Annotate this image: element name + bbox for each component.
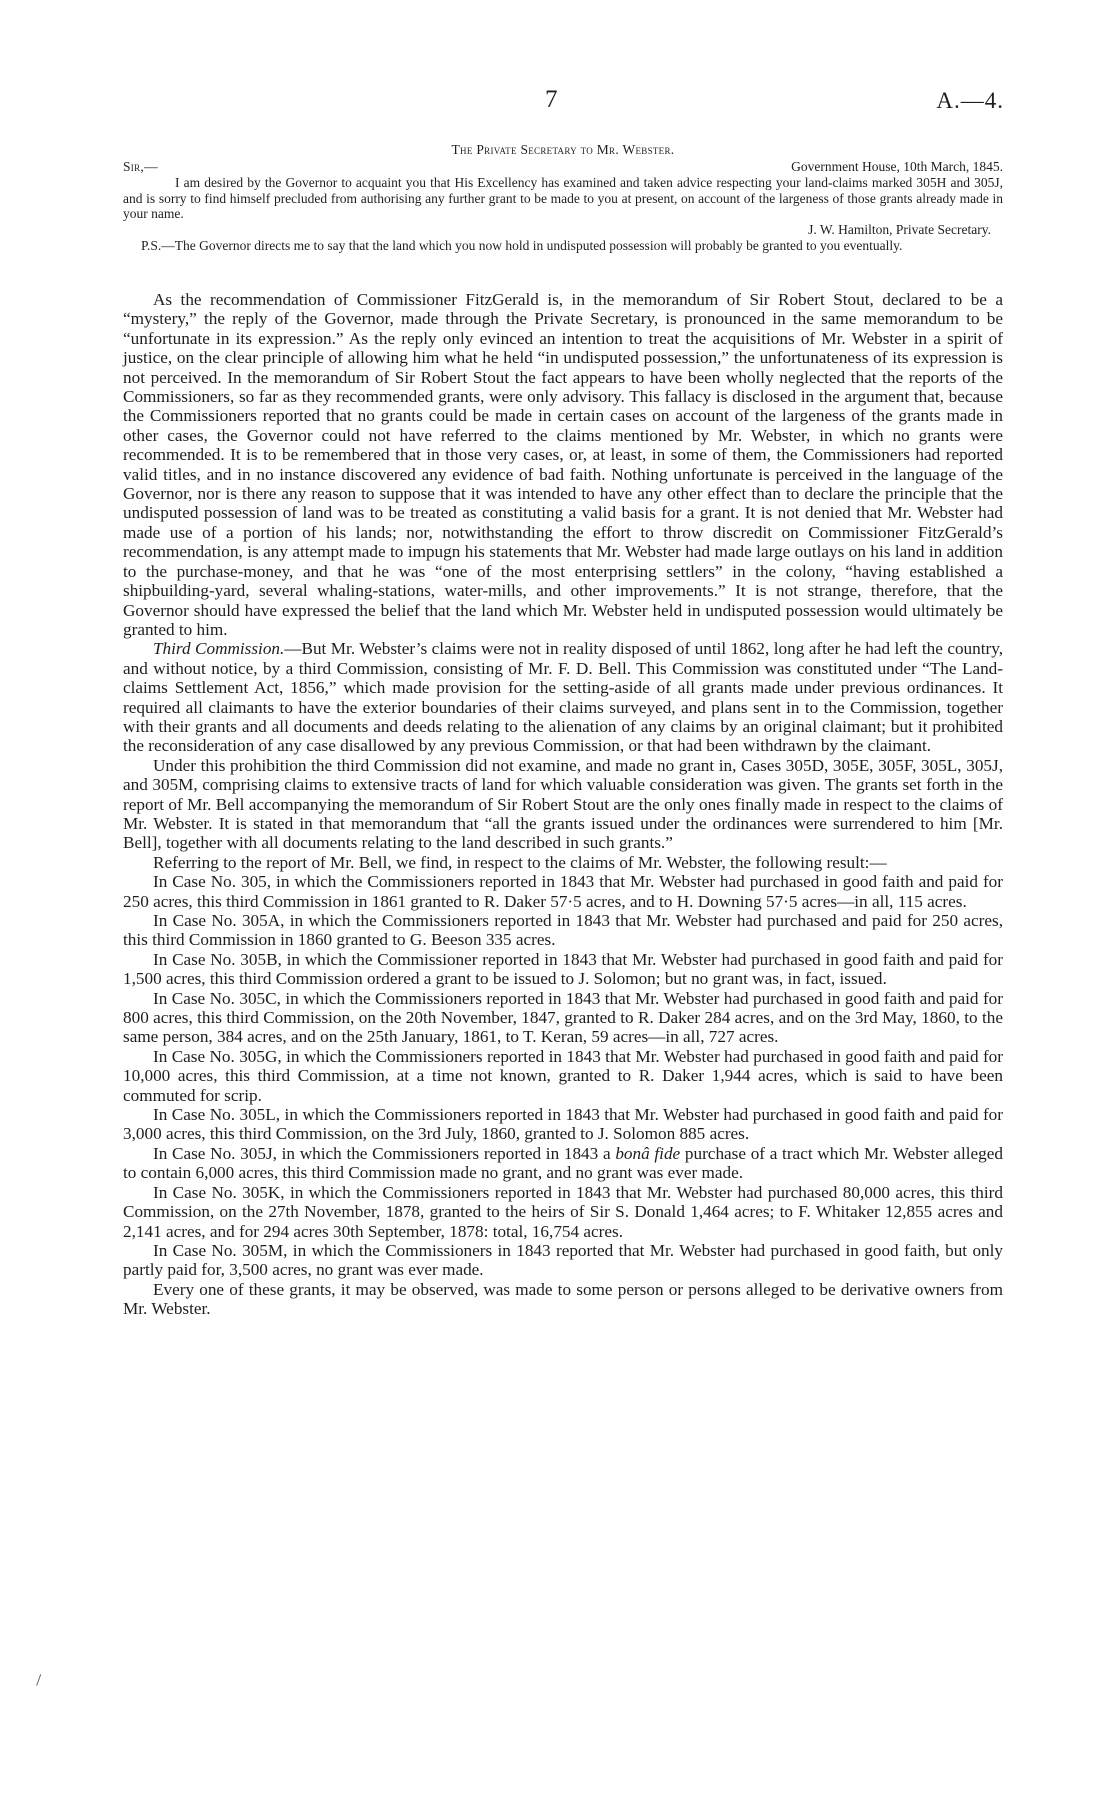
case-305m: In Case No. 305M, in which the Commissioners in 1843 reported that Mr. Webster had purchased in good faith, but only partly paid for, 3,500 acres, no grant was ever made. [123, 1240, 1003, 1280]
letter-salutation: Sir,— [123, 158, 158, 174]
section-lead: Third Commission. [153, 639, 285, 659]
letter-place-date: Government House, 10th March, 1845. [791, 158, 1003, 174]
paragraph-third-commission [123, 639, 1003, 755]
page-number: 7 [545, 86, 558, 113]
document-reference: A.—4. [936, 88, 1004, 113]
paragraph-prohibition: Under this prohibition the third Commission did not examine, and made no grant in, Cases 305D, 305E, 305F, 305L, 305J, and 305M, comprising claims to extensive tracts of land for which valuable consideration was given. The grants set forth in the report of Mr. Bell accompanying the memorandum of Sir Robert Stout are the only ones finally made in respect to the claims of Mr. Webster. It is stated in that memorandum that “all the grants issued under the ordinances were surrendered to him [Mr. Bell], together with all documents relating to the land described in such grants.” [123, 755, 1003, 853]
letter-salutation-line [123, 159, 1003, 175]
letter-postscript: P.S.—The Governor directs me to say that the land which you now hold in undisputed possession will probably be granted to you eventually. [141, 237, 903, 253]
letter-heading: The Private Secretary to Mr. Webster. [451, 142, 675, 157]
case-305c: In Case No. 305C, in which the Commissioners reported in 1843 that Mr. Webster had purchased in good faith and paid for 800 acres, this third Commission, on the 20th November, 1847, granted to R. Daker 284 acres, and on the 3rd May, 1860, to the same person, 384 acres, and on the 25th January, 1861, to T. Keran, 59 acres—in all, 727 acres. [123, 988, 1003, 1047]
case-305l: In Case No. 305L, in which the Commissioners reported in 1843 that Mr. Webster had purchased in good faith and paid for 3,000 acres, this third Commission, on the 3rd July, 1860, granted to J. Solomon 885 acres. [123, 1105, 1003, 1144]
document-body [123, 290, 1003, 1319]
paragraph-recommendation: As the recommendation of Commissioner FitzGerald is, in the memorandum of Sir Robert Stout, declared to be a “mystery,” the reply of the Governor, made through the Private Secretary, is pronounced in the same memorandum to be “unfortunate in its expression.” As the reply only evinced an intention to treat the acquisitions of Mr. Webster in a spirit of justice, on the clear principle of allowing him what he held “in undisputed possession,” the unfortunateness of its expression is not perceived. In the memorandum of Sir Robert Stout the fact appears to have been wholly neglected that the reports of the Commissioners, so far as they recommended grants, were only advisory. This fallacy is disclosed in the argument that, because the Commissioners reported that no grants could be made in certain cases on account of the largeness of the grants made in other cases, the Governor could not have referred to the claims mentioned by Mr. Webster, in which no grants were recommended. It is to be remembered that in those very cases, or, at least, in some of them, the Commissioners had reported valid titles, and in no instance discovered any evidence of bad faith. Nothing unfortunate is perceived in the language of the Governor, nor is there any reason to suppose that it was intended to have any other effect than to declare the principle that the undisputed possession of land was to be treated as constituting a valid basis for a grant. It is not denied that Mr. Webster had made use of a portion of his lands; nor, notwithstanding the effort to throw discredit on Commissioner FitzGerald’s recommendation, is any attempt made to impugn his statements that Mr. Webster had made large outlays on his land in addition to the purchase-money, and that he was “one of the most enterprising settlers” in the colony, “having established a shipbuilding-yard, several whaling-stations, water-mills, and other improvements.” It is not strange, therefore, that the Governor should have expressed the belief that the land which Mr. Webster held in undisputed possession would ultimately be granted to him. [123, 290, 1003, 639]
case-305j-text-b: purchase of a tract which Mr. Webster alleged to contain 6,000 acres, this third Commission made no grant, and no grant was ever made. [123, 1143, 1003, 1183]
case-305a: In Case No. 305A, in which the Commissioners reported in 1843 that Mr. Webster had purchased and paid for 250 acres, this third Commission in 1860 granted to G. Beeson 335 acres. [123, 911, 1003, 950]
case-305k: In Case No. 305K, in which the Commissioners reported in 1843 that Mr. Webster had purchased 80,000 acres, this third Commission, on the 27th November, 1878, granted to the heirs of Sir S. Donald 1,464 acres; to F. Whitaker 12,855 acres and 2,141 acres, and for 294 acres 30th September, 1878: total, 16,754 acres. [123, 1182, 1003, 1241]
paragraph-bell-report: Referring to the report of Mr. Bell, we find, in respect to the claims of Mr. Webster, the following result:— [153, 852, 887, 872]
paragraph-closing: Every one of these grants, it may be observed, was made to some person or persons alleged to be derivative owners from Mr. Webster. [123, 1279, 1003, 1319]
letter-body: I am desired by the Governor to acquaint you that His Excellency has examined and taken advice respecting your land-claims marked 305H and 305J, and is sorry to find himself precluded from authorising any further grant to be made to you at present, on account of the largeness of those grants already made in your name. [123, 174, 1003, 222]
margin-mark [36, 1674, 47, 1688]
case-305: In Case No. 305, in which the Commissioners reported in 1843 that Mr. Webster had purchased in good faith and paid for 250 acres, this third Commission in 1861 granted to R. Daker 57·5 acres, and to H. Downing 57·5 acres—in all, 115 acres. [123, 872, 1003, 911]
case-305j [123, 1144, 1003, 1183]
case-305b: In Case No. 305B, in which the Commissioner reported in 1843 that Mr. Webster had purchased in good faith and paid for 1,500 acres, this third Commission ordered a grant to be issued to J. Solomon; but no grant was, in fact, issued. [123, 949, 1003, 989]
quoted-letter [123, 142, 1003, 254]
letter-signature: J. W. Hamilton, Private Secretary. [808, 222, 991, 238]
case-305j-text-a: In Case No. 305J, in which the Commissioners reported in 1843 a [153, 1143, 616, 1163]
case-305j-emphasis: bonâ fide [615, 1143, 681, 1163]
page-header [0, 86, 1114, 120]
paragraph-text: —But Mr. Webster’s claims were not in reality disposed of until 1862, long after he had left the country, and without notice, by a third Commission, consisting of Mr. F. D. Bell. This Commission was constituted under “The Land-claims Settlement Act, 1856,” which made provision for the setting-aside of all grants made under previous ordinances. It required all claimants to have the exterior boundaries of their claims surveyed, and plans sent in to the Commission, together with their grants and all documents and deeds relating to the alienation of any claims by an original claimant; but it prohibited the reconsideration of any case disallowed by any previous Commission, or that had been withdrawn by the claimant. [123, 639, 1003, 756]
case-305g: In Case No. 305G, in which the Commissioners reported in 1843 that Mr. Webster had purchased in good faith and paid for 10,000 acres, this third Commission, at a time not known, granted to R. Daker 1,944 acres, which is said to have been commuted for scrip. [123, 1046, 1003, 1105]
